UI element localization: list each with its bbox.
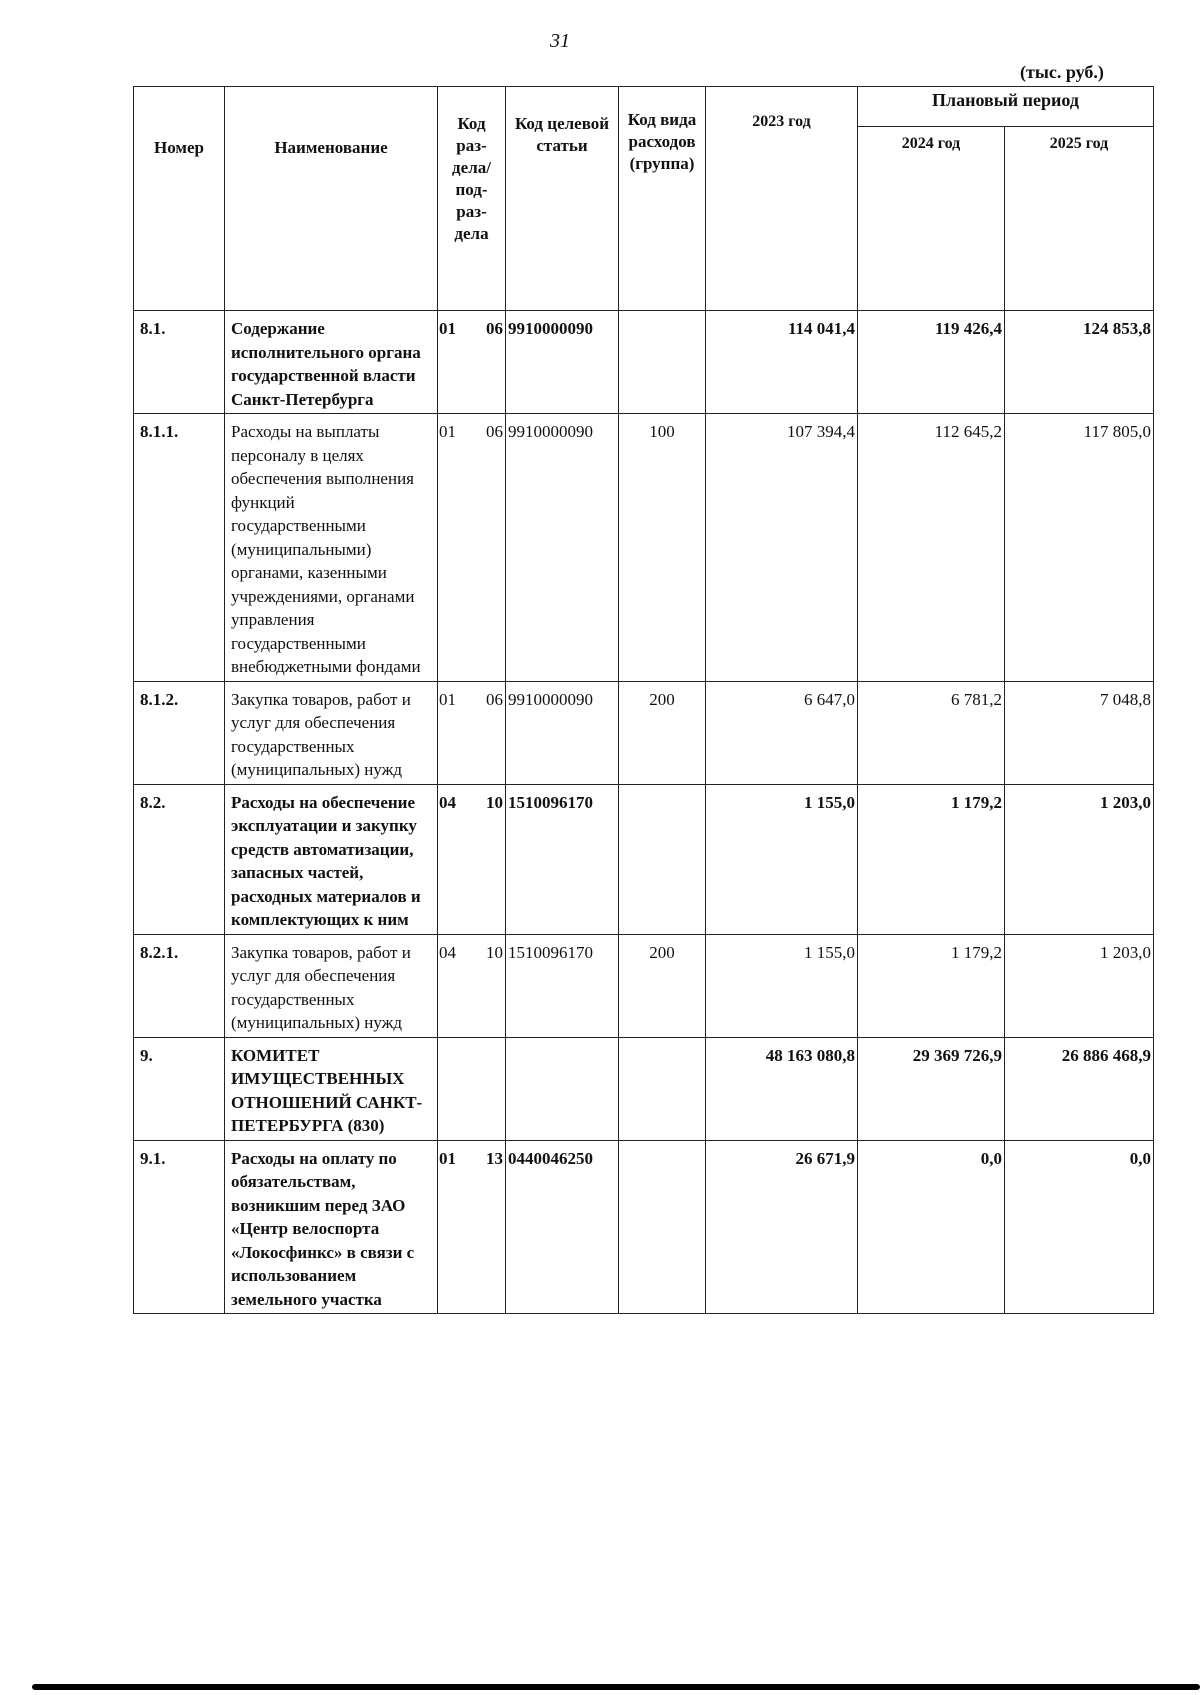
table-row: [134, 681, 1154, 784]
row-subsection: 10: [486, 942, 503, 962]
row-section-code: [438, 1037, 506, 1140]
row-section: 01: [439, 1148, 456, 1168]
row-year-2024: 119 426,4: [858, 311, 1005, 414]
row-subsection: 06: [486, 689, 503, 709]
row-name: Расходы на оплату по обязательствам, возникшим перед ЗАО «Центр велоспорта «Локосфинкс» в связи с использованием земельного участка: [225, 1140, 438, 1314]
header-expense-type: Код вида расходов (группа): [619, 87, 706, 311]
row-year-2024: 6 781,2: [858, 681, 1005, 784]
row-name: Расходы на обеспечение эксплуатации и закупку средств автоматизации, запасных частей, расходных материалов и комплектующих к ним: [225, 784, 438, 934]
row-name: КОМИТЕТ ИМУЩЕСТВЕННЫХ ОТНОШЕНИЙ САНКТ-ПЕТЕРБУРГА (830): [225, 1037, 438, 1140]
page-number: 31: [550, 30, 570, 52]
row-section-code: [438, 311, 506, 414]
row-section: 01: [439, 319, 456, 338]
table-header: [134, 87, 1154, 311]
row-year-2023: 107 394,4: [706, 414, 858, 682]
table-row: [134, 934, 1154, 1037]
row-year-2023: 6 647,0: [706, 681, 858, 784]
row-section-code: [438, 1140, 506, 1314]
row-target-code: 1510096170: [506, 784, 619, 934]
row-number: 9.: [134, 1037, 225, 1140]
header-planning-period: Плановый период: [858, 87, 1154, 127]
table-row: [134, 1037, 1154, 1140]
header-target: Код целевой статьи: [506, 87, 619, 311]
table-row: [134, 1140, 1154, 1314]
row-target-code: 9910000090: [506, 311, 619, 414]
row-number: 8.2.1.: [134, 934, 225, 1037]
row-year-2024: 0,0: [858, 1140, 1005, 1314]
budget-table: [133, 86, 1154, 1314]
row-number: 8.1.2.: [134, 681, 225, 784]
header-section: Код раз-дела/ под-раз-дела: [438, 87, 506, 311]
row-target-code: 0440046250: [506, 1140, 619, 1314]
row-expense-type: 200: [619, 681, 706, 784]
header-number: Номер: [134, 87, 225, 311]
row-year-2023: 1 155,0: [706, 934, 858, 1037]
row-number: 8.1.: [134, 311, 225, 414]
row-year-2023: 114 041,4: [706, 311, 858, 414]
row-section-code: [438, 681, 506, 784]
row-section-code: [438, 784, 506, 934]
row-expense-type: [619, 1140, 706, 1314]
row-name: Расходы на выплаты персоналу в целях обеспечения выполнения функций государственными (муниципальными) органами, казенными учреждениями, органами управления государственными внебюджетными фондами: [225, 414, 438, 682]
row-subsection: 13: [486, 1148, 503, 1168]
row-year-2023: 48 163 080,8: [706, 1037, 858, 1140]
table-row: [134, 311, 1154, 414]
row-year-2023: 26 671,9: [706, 1140, 858, 1314]
table-row: [134, 784, 1154, 934]
row-year-2024: 1 179,2: [858, 934, 1005, 1037]
row-year-2025: 1 203,0: [1005, 934, 1154, 1037]
row-section-code: [438, 934, 506, 1037]
table-row: [134, 414, 1154, 682]
bottom-rule: [32, 1684, 1200, 1690]
row-year-2025: 7 048,8: [1005, 681, 1154, 784]
row-target-code: [506, 1037, 619, 1140]
row-year-2025: 26 886 468,9: [1005, 1037, 1154, 1140]
row-year-2024: 29 369 726,9: [858, 1037, 1005, 1140]
row-year-2025: 124 853,8: [1005, 311, 1154, 414]
row-year-2025: 1 203,0: [1005, 784, 1154, 934]
row-year-2024: 1 179,2: [858, 784, 1005, 934]
row-section: 01: [439, 689, 456, 709]
row-target-code: 9910000090: [506, 414, 619, 682]
row-name: Содержание исполнительного органа государственной власти Санкт-Петербурга: [225, 311, 438, 414]
row-subsection: 06: [486, 319, 503, 338]
row-expense-type: [619, 784, 706, 934]
row-name: Закупка товаров, работ и услуг для обеспечения государственных (муниципальных) нужд: [225, 934, 438, 1037]
row-section: 04: [439, 942, 456, 962]
row-target-code: 9910000090: [506, 681, 619, 784]
row-year-2025: 117 805,0: [1005, 414, 1154, 682]
header-name: Наименование: [225, 87, 438, 311]
row-year-2023: 1 155,0: [706, 784, 858, 934]
row-section-code: [438, 414, 506, 682]
row-expense-type: [619, 1037, 706, 1140]
row-number: 8.1.1.: [134, 414, 225, 682]
row-subsection: 10: [486, 792, 503, 812]
row-section: 01: [439, 422, 456, 441]
header-year-2024: 2024 год: [858, 127, 1005, 311]
row-expense-type: 100: [619, 414, 706, 682]
row-year-2024: 112 645,2: [858, 414, 1005, 682]
table-body: [134, 311, 1154, 1314]
units-note: (тыс. руб.): [1020, 62, 1104, 82]
row-section: 04: [439, 792, 456, 812]
row-target-code: 1510096170: [506, 934, 619, 1037]
header-year-2023: 2023 год: [706, 87, 858, 311]
header-year-2025: 2025 год: [1005, 127, 1154, 311]
row-number: 9.1.: [134, 1140, 225, 1314]
row-expense-type: [619, 311, 706, 414]
row-number: 8.2.: [134, 784, 225, 934]
row-subsection: 06: [486, 422, 503, 441]
row-expense-type: 200: [619, 934, 706, 1037]
row-year-2025: 0,0: [1005, 1140, 1154, 1314]
row-name: Закупка товаров, работ и услуг для обеспечения государственных (муниципальных) нужд: [225, 681, 438, 784]
